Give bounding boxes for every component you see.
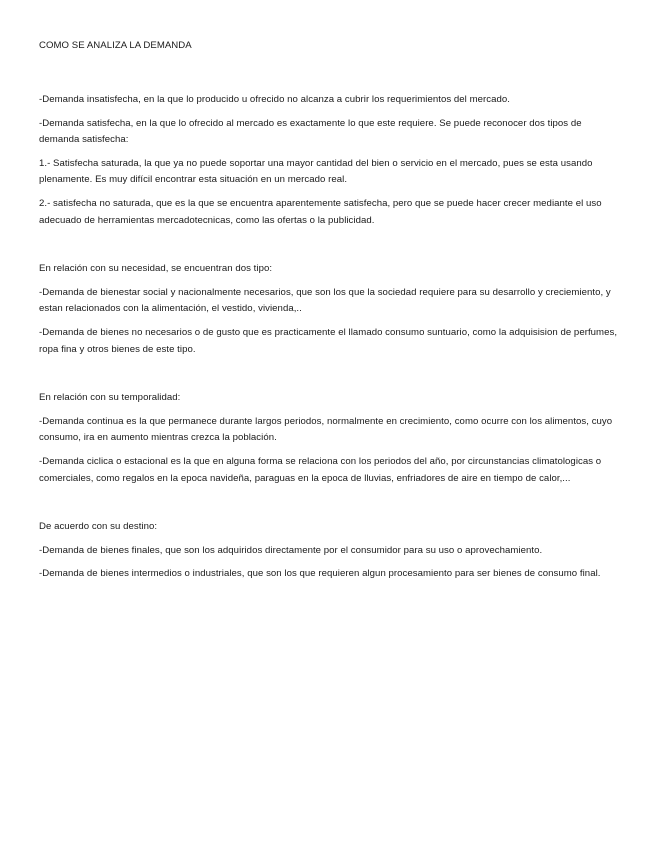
document-body bbox=[39, 39, 619, 583]
section-heading-destino: De acuerdo con su destino: bbox=[39, 521, 158, 533]
paragraph-satisfecha-no-saturada: 2.- satisfecha no saturada, que es la que se encuentra aparentemente satisfecha, pero que se puede hacer crecer mediante el uso adecuado de herramientas mercadotecnicas, como las ofertas o la publicidad. bbox=[39, 197, 602, 226]
section-heading-necesidad: En relación con su necesidad, se encuentran dos tipo: bbox=[39, 263, 273, 275]
paragraph-demanda-continua: -Demanda continua es la que permanece durante largos periodos, normalmente en crecimiento, como ocurre con los alimentos, cuyo consumo, ira en aumento mientras crezca la población. bbox=[39, 415, 613, 444]
paragraph-demanda-ciclica: -Demanda ciclica o estacional es la que en alguna forma se relaciona con los periodos del año, por circunstancias climatologicas o comerciales, como regalos en la epoca navideña, paraguas en la epoca de lluvias, enfriadores de aire en tiempo de calor,... bbox=[39, 455, 602, 484]
section-heading-temporalidad: En relación con su temporalidad: bbox=[39, 392, 181, 404]
paragraph-demanda-insatisfecha: -Demanda insatisfecha, en la que lo producido u ofrecido no alcanza a cubrir los requerimientos del mercado. bbox=[39, 94, 510, 105]
paragraph-bienes-finales: -Demanda de bienes finales, que son los adquiridos directamente por el consumidor para su uso o aprovechamiento. bbox=[39, 544, 543, 556]
paragraph-bienes-no-necesarios: -Demanda de bienes no necesarios o de gusto que es practicamente el llamado consumo suntuario, como la adquisision de perfumes, ropa fina y otros bienes de este tipo. bbox=[39, 326, 618, 355]
paragraph-satisfecha-saturada: 1.- Satisfecha saturada, la que ya no puede soportar una mayor cantidad del bien o servicio en el mercado, pues se esta usando plenamente. Es muy difícil encontrar esta situación en un mercado real. bbox=[39, 157, 593, 186]
paragraph-demanda-satisfecha: -Demanda satisfecha, en la que lo ofrecido al mercado es exactamente lo que este requiere. Se puede reconocer dos tipos de demanda satisfecha: bbox=[39, 117, 582, 146]
paragraph-bienes-intermedios: -Demanda de bienes intermedios o industriales, que son los que requieren algun procesamiento para ser bienes de consumo final. bbox=[39, 568, 601, 580]
paragraph-bienestar-social: -Demanda de bienestar social y nacionalmente necesarios, que son los que la sociedad requiere para su desarrollo y creciemiento, y estan relacionados con la alimentación, el vestido, vivienda,.. bbox=[39, 286, 611, 315]
document-title: COMO SE ANALIZA LA DEMANDA bbox=[39, 40, 192, 51]
